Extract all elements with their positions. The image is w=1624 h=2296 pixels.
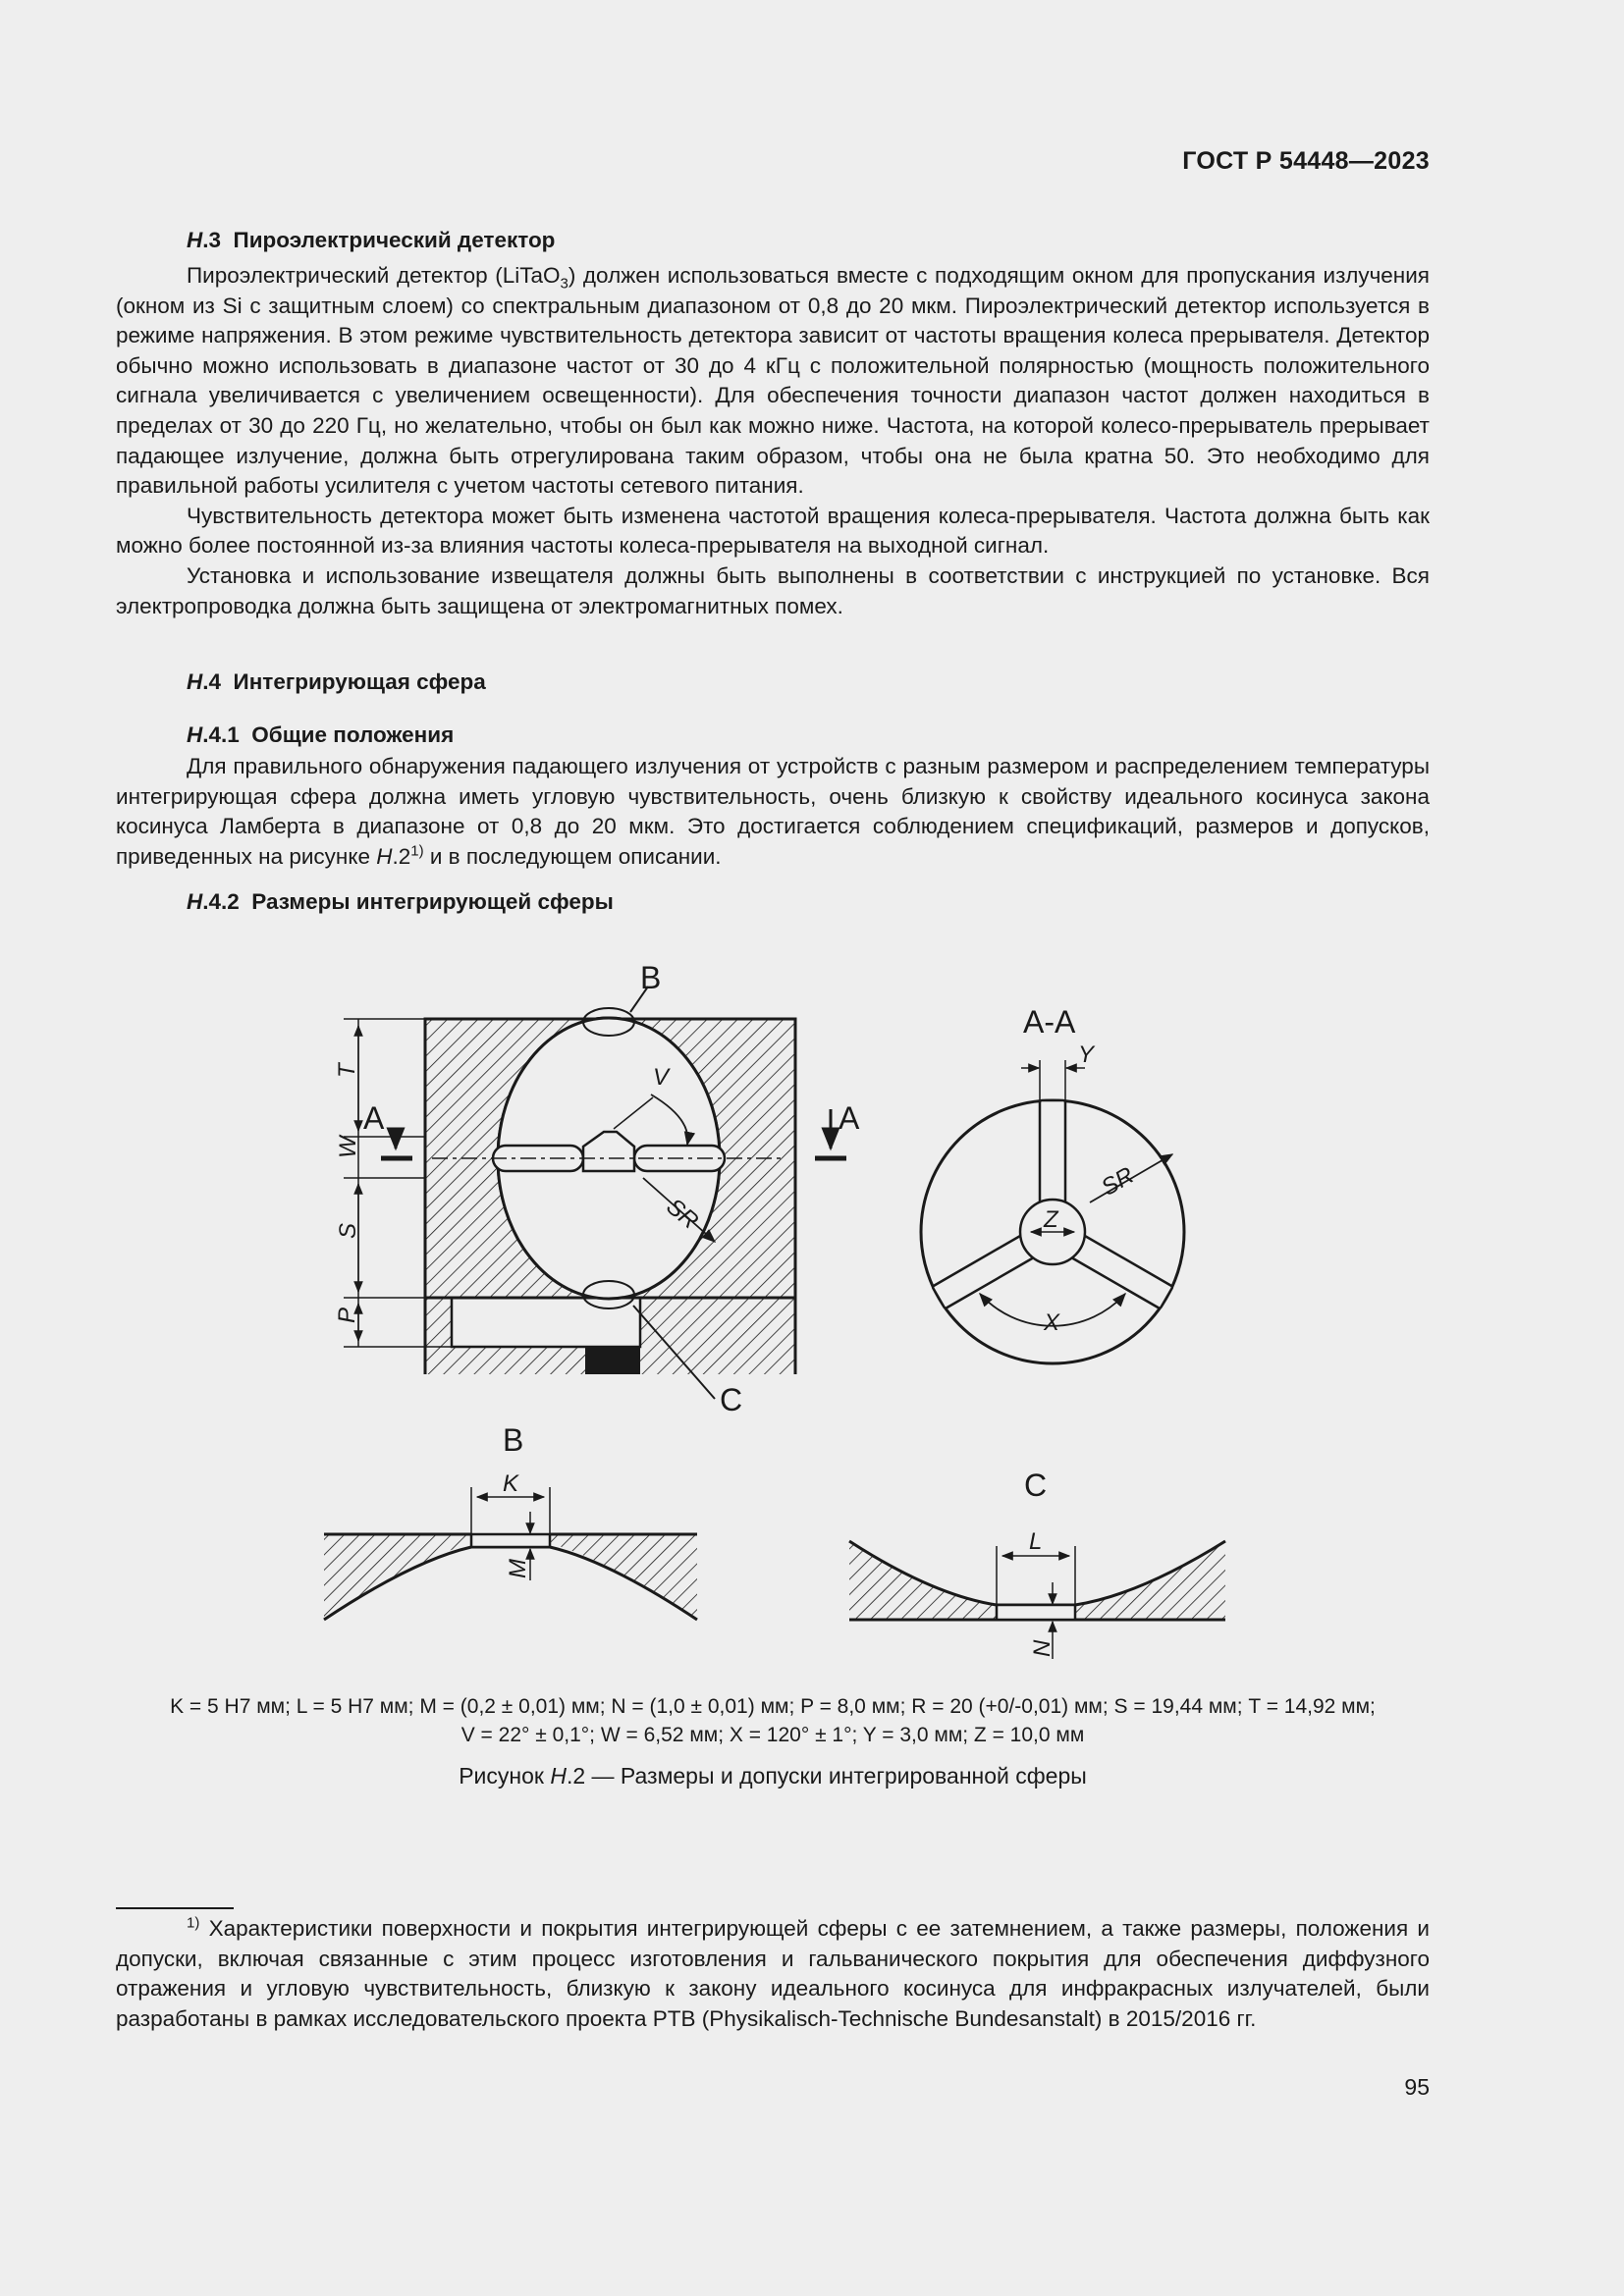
section-aa-view — [921, 1004, 1184, 1363]
paragraph: Установка и использование извещателя должны быть выполнены в соответствии с инструкцией по установке. Вся электропроводка должна быть защищена от электромагнитных помех. — [116, 562, 1430, 618]
label-v: V — [653, 1064, 670, 1091]
label-c: C — [720, 1382, 743, 1417]
label-l: L — [1029, 1528, 1043, 1555]
document-code: ГОСТ Р 54448—2023 — [1182, 147, 1430, 175]
footnote-separator — [116, 1907, 234, 1909]
section-heading-h4: H.4 Интегрирующая сфера — [187, 669, 486, 694]
label-z: Z — [1044, 1206, 1058, 1233]
paragraph: Для правильного обнаружения падающего излучения от устройств с разным размером и распределением температуры интегрирующая сфера должна иметь угловую чувствительность, очень близкую к свойству идеального косинуса закона косинуса Ламберта в диапазоне от 0,8 до 20 мкм. Это достигается соблюдением спецификаций, размеров и допусков, приведенных на рисунке H.2$^{1)}$ и в последующем описании. — [116, 754, 1430, 869]
label-k: K — [503, 1470, 519, 1497]
label-sr: SR — [661, 1193, 704, 1235]
paragraph: Пироэлектрический детектор (LiTaO$_3$) должен использоваться вместе с подходящим окном для пропускания излучения (окном из Si с защитным слоем) со спектральным диапазоном от 0,8 до 20 мкм. Пироэлектрический детектор используется в режиме напряжения. В этом режиме чувствительность детектора зависит от частоты вращения колеса прерывателя. Детектор обычно можно использовать в диапазоне частот от 30 до 4 кГц с положительной полярностью (мощность положительного сигнала увеличивается с увеличением освещенности). Для обеспечения точности диапазон частот должен находиться в пределах от 30 до 220 Гц, но желательно, чтобы он был как можно ниже. Частота, на которой колесо-прерыватель прерывает падающее излучение, должна быть отрегулирована таким образом, чтобы она не была кратна 50. Это необходимо для правильной работы усилителя с учетом частоты сетевого питания. — [116, 263, 1430, 499]
label-aa: A-A — [1023, 1004, 1076, 1040]
label-a-right: A — [839, 1100, 860, 1136]
label-y: Y — [1078, 1041, 1095, 1068]
label-m: M — [505, 1559, 531, 1578]
footnote: $^{1)}$ Характеристики поверхности и покрытия интегрирующей сферы с ее затемнением, а также размеры, положения и допуски, включая связанные с этим процесс изготовления и гальванического покрытия для обеспечения диффузного отражения и угловую чувствительность, близкую к закону идеального косинуса для инфракрасных излучателей, были разработаны в рамках исследовательского проекта PTB (Physikalisch-Technische Bundesanstalt) в 2015/2016 гг. — [116, 1914, 1430, 2031]
figure-parameters: K = 5 H7 мм; L = 5 H7 мм; M = (0,2 ± 0,01) мм; N = (1,0 ± 0,01) мм; P = 8,0 мм; R = 20 (+0/-0,01) мм; S = 19,44 мм; T = 14,92 мм; V = 22° ± 0,1°; W = 6,52 мм; X = 120° ± 1°; Y = 3,0 мм; Z = 10,0 мм — [170, 1695, 1376, 1746]
label-w: W — [335, 1136, 361, 1158]
figure-caption: Рисунок H.2 — Размеры и допуски интегрированной сферы — [459, 1763, 1087, 1789]
label-p: P — [334, 1307, 360, 1323]
label-s: S — [335, 1222, 361, 1239]
section-heading-h3: H.3 Пироэлектрический детектор — [187, 228, 556, 252]
page-number: 95 — [1404, 2074, 1430, 2100]
label-b: B — [640, 960, 662, 995]
label-a-left: A — [363, 1100, 385, 1136]
detail-c-view — [849, 1468, 1225, 1659]
section-heading-h42: H.4.2 Размеры интегрирующей сферы — [187, 889, 614, 914]
detail-b-view — [324, 1422, 697, 1620]
label-x: X — [1044, 1309, 1060, 1336]
label-detail-b: B — [503, 1422, 524, 1458]
main-section-view — [334, 960, 860, 1417]
label-t: T — [334, 1063, 360, 1078]
paragraph: Чувствительность детектора может быть изменена частотой вращения колеса-прерывателя. Частота должна быть как можно более постоянной из-за влияния частоты колеса-прерывателя на выходной сигнал. — [116, 503, 1430, 559]
label-detail-c: C — [1024, 1468, 1048, 1503]
label-sr-aa: SR — [1097, 1161, 1139, 1201]
label-n: N — [1029, 1639, 1056, 1657]
section-heading-h41: H.4.1 Общие положения — [187, 722, 455, 747]
